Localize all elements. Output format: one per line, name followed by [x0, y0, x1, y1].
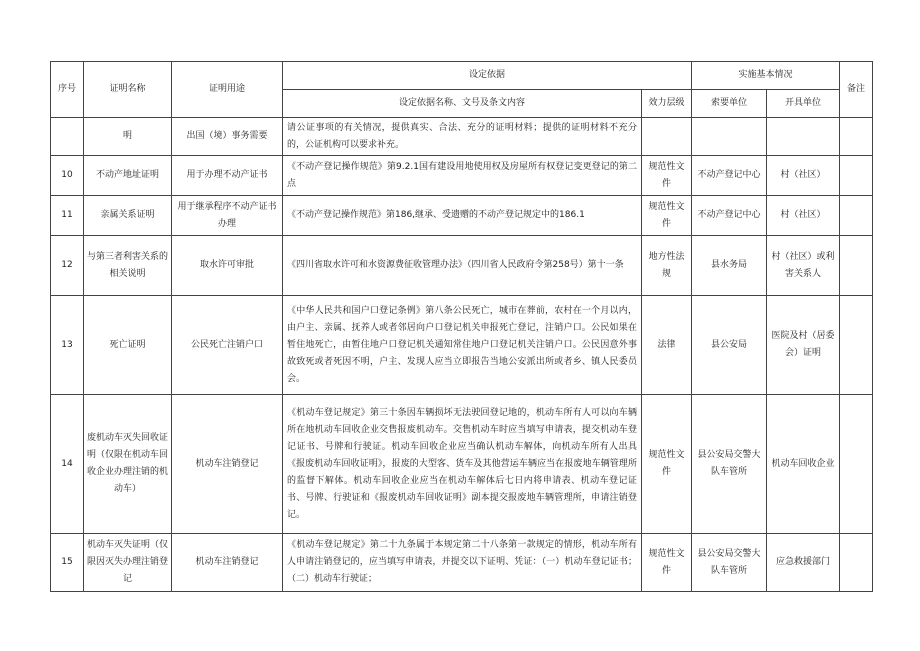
cell-remark [840, 236, 873, 296]
cell-seq: 10 [51, 156, 84, 196]
header-remark: 备注 [840, 62, 873, 118]
cell-issue-unit: 村（社区） [767, 156, 840, 196]
cell-request-unit: 县公安局交警大队车管所 [692, 395, 767, 534]
cell-basis: 《机动车登记规定》第三十条因车辆损坏无法驶回登记地的，机动车所有人可以向车辆所在地机动车回收企业交售报废机动车。交售机动车时应当填写申请表，提交机动车登记证书、号牌和行驶证。机动车回收企业应当确认机动车解体，向机动车所有人出具《报废机动车回收证明》，报废的大型客、货车及其他营运车辆应当在报废地车辆管理所的监督下解体。机动车回收企业应当在机动车解体后七日内将申请表、机动车登记证书、号牌、行驶证和《报废机动车回收证明》副本提交报废地车辆管理所，申请注销登记。 [283, 395, 642, 534]
cell-seq [51, 118, 84, 156]
cell-level: 规范性文件 [642, 534, 692, 592]
cell-level: 地方性法规 [642, 236, 692, 296]
cell-use: 公民死亡注销户口 [172, 296, 283, 395]
cell-level: 规范性文件 [642, 395, 692, 534]
header-cert-name: 证明名称 [84, 62, 172, 118]
cell-basis: 《四川省取水许可和水资源费征收管理办法》（四川省人民政府令第258号）第十一条 [283, 236, 642, 296]
cell-level: 规范性文件 [642, 156, 692, 196]
cell-seq: 12 [51, 236, 84, 296]
cell-use: 机动车注销登记 [172, 395, 283, 534]
table-row [51, 296, 873, 395]
cell-issue-unit [767, 118, 840, 156]
cell-request-unit: 县公安局交警大队车管所 [692, 534, 767, 592]
certificate-table [50, 61, 873, 592]
cell-request-unit: 县水务局 [692, 236, 767, 296]
cell-seq: 13 [51, 296, 84, 395]
cell-request-unit: 县公安局 [692, 296, 767, 395]
table-row [51, 236, 873, 296]
cell-name: 明 [84, 118, 172, 156]
cell-request-unit: 不动产登记中心 [692, 196, 767, 236]
cell-issue-unit: 医院及村（居委会）证明 [767, 296, 840, 395]
table-row [51, 156, 873, 196]
cell-issue-unit: 机动车回收企业 [767, 395, 840, 534]
cell-level [642, 118, 692, 156]
header-cert-use: 证明用途 [172, 62, 283, 118]
cell-name: 死亡证明 [84, 296, 172, 395]
cell-remark [840, 118, 873, 156]
cell-remark [840, 534, 873, 592]
table-row [51, 196, 873, 236]
cell-basis: 请公证事项的有关情况，提供真实、合法、充分的证明材料；提供的证明材料不充分的，公证机构可以要求补充。 [283, 118, 642, 156]
cell-basis: 《机动车登记规定》第二十九条属于本规定第二十八条第一款规定的情形，机动车所有人申请注销登记的，应当填写申请表，并提交以下证明、凭证：（一）机动车登记证书；（二）机动车行驶证； [283, 534, 642, 592]
cell-request-unit: 不动产登记中心 [692, 156, 767, 196]
cell-remark [840, 395, 873, 534]
cell-remark [840, 196, 873, 236]
header-effect-level: 效力层级 [642, 90, 692, 118]
header-issue-unit: 开具单位 [767, 90, 840, 118]
table-row [51, 534, 873, 592]
cell-name: 机动车灭失证明（仅限因灭失办理注销登记 [84, 534, 172, 592]
cell-use: 用于办理不动产证书 [172, 156, 283, 196]
cell-remark [840, 296, 873, 395]
cell-use: 取水许可审批 [172, 236, 283, 296]
cell-basis: 《不动产登记操作规范》第186,继承、受遗赠的不动产登记规定中的186.1 [283, 196, 642, 236]
header-basis-content: 设定依据名称、文号及条文内容 [283, 90, 642, 118]
cell-basis: 《不动产登记操作规范》第9.2.1国有建设用地使用权及房屋所有权登记变更登记的第二点 [283, 156, 642, 196]
cell-seq: 14 [51, 395, 84, 534]
table-row [51, 395, 873, 534]
cell-issue-unit: 村（社区）或利害关系人 [767, 236, 840, 296]
cell-seq: 11 [51, 196, 84, 236]
header-impl-group: 实施基本情况 [692, 62, 840, 90]
cell-use: 机动车注销登记 [172, 534, 283, 592]
table-row [51, 118, 873, 156]
header-request-unit: 索要单位 [692, 90, 767, 118]
header-seq: 序号 [51, 62, 84, 118]
cell-issue-unit: 应急救援部门 [767, 534, 840, 592]
cell-level: 法律 [642, 296, 692, 395]
cell-level: 规范性文件 [642, 196, 692, 236]
cell-name: 亲属关系证明 [84, 196, 172, 236]
cell-name: 与第三者利害关系的相关说明 [84, 236, 172, 296]
cell-remark [840, 156, 873, 196]
cell-use: 出国（境）事务需要 [172, 118, 283, 156]
header-basis-group: 设定依据 [283, 62, 692, 90]
cell-seq: 15 [51, 534, 84, 592]
cell-use: 用于继承程序不动产证书办理 [172, 196, 283, 236]
cell-issue-unit: 村（社区） [767, 196, 840, 236]
cell-basis: 《中华人民共和国户口登记条例》第八条公民死亡，城市在葬前，农村在一个月以内，由户主、亲属、抚养人或者邻居向户口登记机关申报死亡登记，注销户口。公民如果在暂住地死亡，由暂住地户口登记机关通知常住地户口登记机关注销户口。公民因意外事故致死或者死因不明，户主、发现人应当立即报告当地公安派出所或者乡、镇人民委员会。 [283, 296, 642, 395]
cell-request-unit [692, 118, 767, 156]
cell-name: 废机动车灭失回收证明（仅限在机动车回收企业办理注销的机动车） [84, 395, 172, 534]
cell-name: 不动产地址证明 [84, 156, 172, 196]
